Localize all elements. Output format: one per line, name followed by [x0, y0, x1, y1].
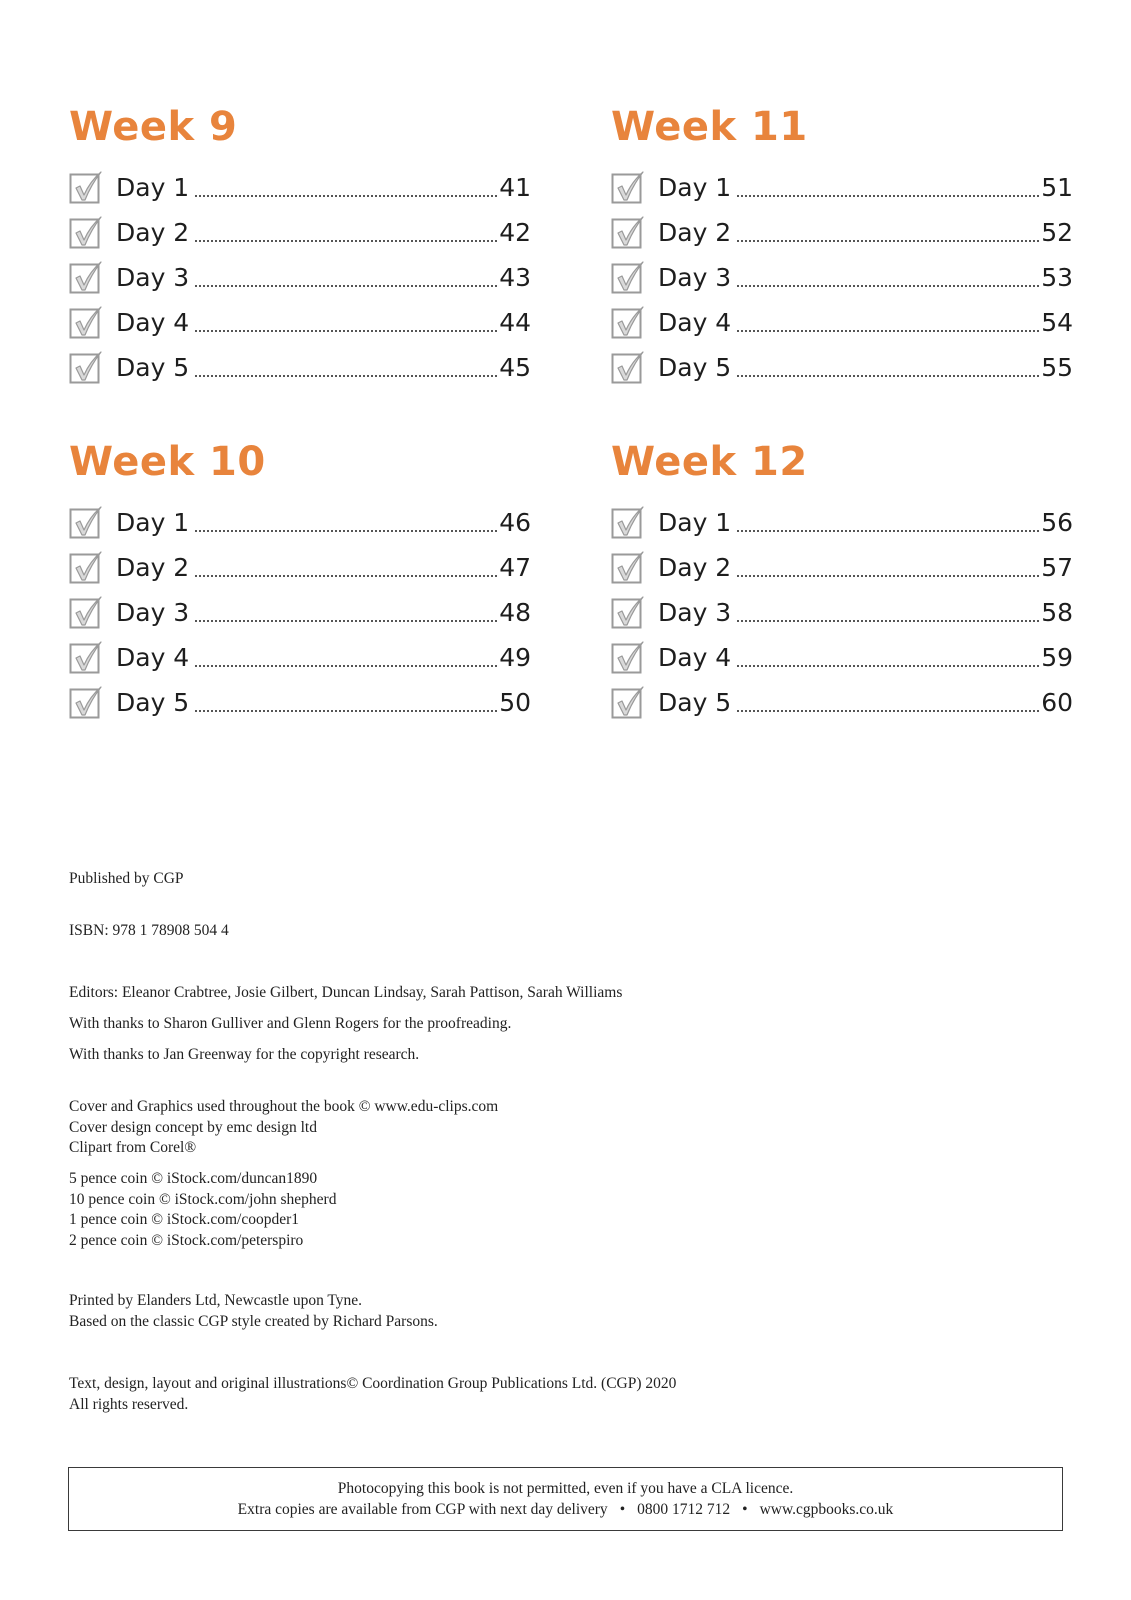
page-number: 49	[499, 643, 531, 672]
checkbox-checked-icon[interactable]	[69, 686, 103, 720]
checkbox-checked-icon[interactable]	[69, 596, 103, 630]
day-list	[611, 500, 1073, 725]
checkbox-checked-icon[interactable]	[69, 171, 103, 205]
day-label: Day 3	[658, 263, 732, 292]
checkbox-checked-icon[interactable]	[69, 261, 103, 295]
dot-leader	[195, 530, 497, 532]
day-label: Day 4	[658, 308, 732, 337]
dot-leader	[195, 575, 497, 577]
checkbox-checked-icon[interactable]	[611, 306, 645, 340]
week-9-section	[69, 104, 531, 390]
checkbox-checked-icon[interactable]	[69, 641, 103, 675]
checkbox-checked-icon[interactable]	[611, 261, 645, 295]
day-label: Day 2	[116, 218, 190, 247]
dot-leader	[737, 620, 1039, 622]
checkbox-checked-icon[interactable]	[611, 551, 645, 585]
day-row	[69, 345, 531, 390]
notice-line-2	[69, 1500, 1062, 1521]
copyright-line: Text, design, layout and original illustrations© Coordination Group Publications Ltd. (CGP) 2020	[69, 1375, 677, 1392]
day-row	[611, 545, 1073, 590]
day-row	[611, 165, 1073, 210]
coin-5p-credit: 5 pence coin © iStock.com/duncan1890	[69, 1170, 318, 1187]
rights-reserved: All rights reserved.	[69, 1395, 189, 1413]
page-number: 51	[1041, 173, 1073, 202]
dot-leader	[195, 195, 497, 197]
checkbox-checked-icon[interactable]	[611, 351, 645, 385]
imprint-coin-credits	[69, 1169, 1069, 1251]
checkbox-checked-icon[interactable]	[611, 506, 645, 540]
day-row	[69, 680, 531, 725]
imprint-credits	[69, 1097, 1069, 1159]
dot-leader	[195, 330, 497, 332]
checkbox-checked-icon[interactable]	[611, 686, 645, 720]
checkbox-checked-icon[interactable]	[69, 506, 103, 540]
checkbox-checked-icon[interactable]	[69, 351, 103, 385]
day-row	[611, 255, 1073, 300]
printed-by: Printed by Elanders Ltd, Newcastle upon Tyne.	[69, 1292, 363, 1309]
week-title: Week 12	[611, 439, 808, 485]
imprint-published	[69, 869, 1069, 890]
page-number: 60	[1041, 688, 1073, 717]
dot-leader	[737, 575, 1039, 577]
page-number: 42	[499, 218, 531, 247]
page-number: 44	[499, 308, 531, 337]
day-row	[69, 590, 531, 635]
day-label: Day 4	[116, 308, 190, 337]
dot-leader	[195, 620, 497, 622]
day-label: Day 3	[658, 598, 732, 627]
day-row	[69, 165, 531, 210]
photocopy-notice-box	[68, 1467, 1063, 1531]
page-number: 48	[499, 598, 531, 627]
day-row	[611, 590, 1073, 635]
notice-line-1: Photocopying this book is not permitted, even if you have a CLA licence.	[337, 1480, 794, 1497]
dot-leader	[737, 240, 1039, 242]
page-number: 53	[1041, 263, 1073, 292]
page-number: 58	[1041, 598, 1073, 627]
notice-phone: 0800 1712 712	[637, 1500, 731, 1518]
day-label: Day 1	[658, 173, 732, 202]
dot-leader	[737, 665, 1039, 667]
cover-design-credit: Cover design concept by emc design ltd	[69, 1118, 317, 1136]
dot-leader	[195, 240, 497, 242]
bullet-separator: •	[742, 1500, 748, 1518]
dot-leader	[737, 330, 1039, 332]
day-row	[69, 255, 531, 300]
based-on: Based on the classic CGP style created by Richard Parsons.	[69, 1312, 438, 1330]
day-label: Day 5	[658, 688, 732, 717]
day-label: Day 5	[658, 353, 732, 382]
page-number: 43	[499, 263, 531, 292]
editors: Editors: Eleanor Crabtree, Josie Gilbert, Duncan Lindsay, Sarah Pattison, Sarah Williams	[69, 984, 623, 1001]
dot-leader	[737, 530, 1039, 532]
imprint-copyright	[69, 1374, 1069, 1415]
day-list	[69, 165, 531, 390]
thanks-proofreading: With thanks to Sharon Gulliver and Glenn Rogers for the proofreading.	[69, 1015, 512, 1032]
page-number: 54	[1041, 308, 1073, 337]
day-label: Day 1	[116, 173, 190, 202]
page-number: 56	[1041, 508, 1073, 537]
day-row	[69, 500, 531, 545]
day-label: Day 5	[116, 353, 190, 382]
imprint-isbn	[69, 921, 1069, 942]
bullet-separator: •	[619, 1500, 626, 1518]
dot-leader	[737, 285, 1039, 287]
week-10-section	[69, 439, 531, 725]
day-row	[69, 635, 531, 680]
day-label: Day 5	[116, 688, 190, 717]
day-row	[611, 635, 1073, 680]
coin-2p-credit: 2 pence coin © iStock.com/peterspiro	[69, 1231, 304, 1249]
day-label: Day 3	[116, 598, 190, 627]
checkbox-checked-icon[interactable]	[611, 641, 645, 675]
day-label: Day 4	[116, 643, 190, 672]
checkbox-checked-icon[interactable]	[611, 171, 645, 205]
checkbox-checked-icon[interactable]	[69, 216, 103, 250]
cover-graphics-credit: Cover and Graphics used throughout the book © www.edu-clips.com	[69, 1098, 499, 1115]
notice-extra-copies: Extra copies are available from CGP with next day delivery	[237, 1500, 608, 1518]
page-number: 55	[1041, 353, 1073, 382]
day-label: Day 2	[658, 218, 732, 247]
day-label: Day 2	[116, 553, 190, 582]
day-row	[611, 300, 1073, 345]
day-row	[611, 210, 1073, 255]
page-number: 47	[499, 553, 531, 582]
day-label: Day 2	[658, 553, 732, 582]
dot-leader	[195, 710, 497, 712]
dot-leader	[737, 195, 1039, 197]
checkbox-checked-icon[interactable]	[69, 551, 103, 585]
day-row	[611, 500, 1073, 545]
page-number: 52	[1041, 218, 1073, 247]
day-label: Day 4	[658, 643, 732, 672]
checkbox-checked-icon[interactable]	[69, 306, 103, 340]
dot-leader	[737, 710, 1039, 712]
week-11-section	[611, 104, 1073, 390]
dot-leader	[195, 375, 497, 377]
page-number: 41	[499, 173, 531, 202]
day-list	[611, 165, 1073, 390]
week-title: Week 9	[69, 104, 238, 150]
week-title: Week 10	[69, 439, 266, 485]
dot-leader	[737, 375, 1039, 377]
page-number: 50	[499, 688, 531, 717]
day-row	[69, 545, 531, 590]
dot-leader	[195, 285, 497, 287]
week-12-section	[611, 439, 1073, 725]
day-row	[611, 345, 1073, 390]
week-title: Week 11	[611, 104, 808, 150]
published-by: Published by CGP	[69, 870, 184, 887]
day-row	[611, 680, 1073, 725]
day-label: Day 3	[116, 263, 190, 292]
checkbox-checked-icon[interactable]	[611, 596, 645, 630]
day-list	[69, 500, 531, 725]
page-number: 46	[499, 508, 531, 537]
imprint-printer	[69, 1291, 1069, 1332]
page-number: 59	[1041, 643, 1073, 672]
imprint-thanks-copyright	[69, 1045, 1069, 1066]
day-label: Day 1	[658, 508, 732, 537]
page-number: 45	[499, 353, 531, 382]
page-number: 57	[1041, 553, 1073, 582]
imprint-editors	[69, 983, 1069, 1004]
clipart-credit: Clipart from Corel®	[69, 1139, 197, 1156]
day-row	[69, 300, 531, 345]
notice-website[interactable]: www.cgpbooks.co.uk	[759, 1500, 894, 1518]
dot-leader	[195, 665, 497, 667]
day-row	[69, 210, 531, 255]
thanks-copyright: With thanks to Jan Greenway for the copyright research.	[69, 1046, 420, 1063]
coin-10p-credit: 10 pence coin © iStock.com/john shepherd	[69, 1190, 337, 1208]
imprint-thanks-proofreading	[69, 1014, 1069, 1035]
coin-1p-credit: 1 pence coin © iStock.com/coopder1	[69, 1211, 300, 1228]
day-label: Day 1	[116, 508, 190, 537]
isbn: ISBN: 978 1 78908 504 4	[69, 922, 229, 939]
checkbox-checked-icon[interactable]	[611, 216, 645, 250]
